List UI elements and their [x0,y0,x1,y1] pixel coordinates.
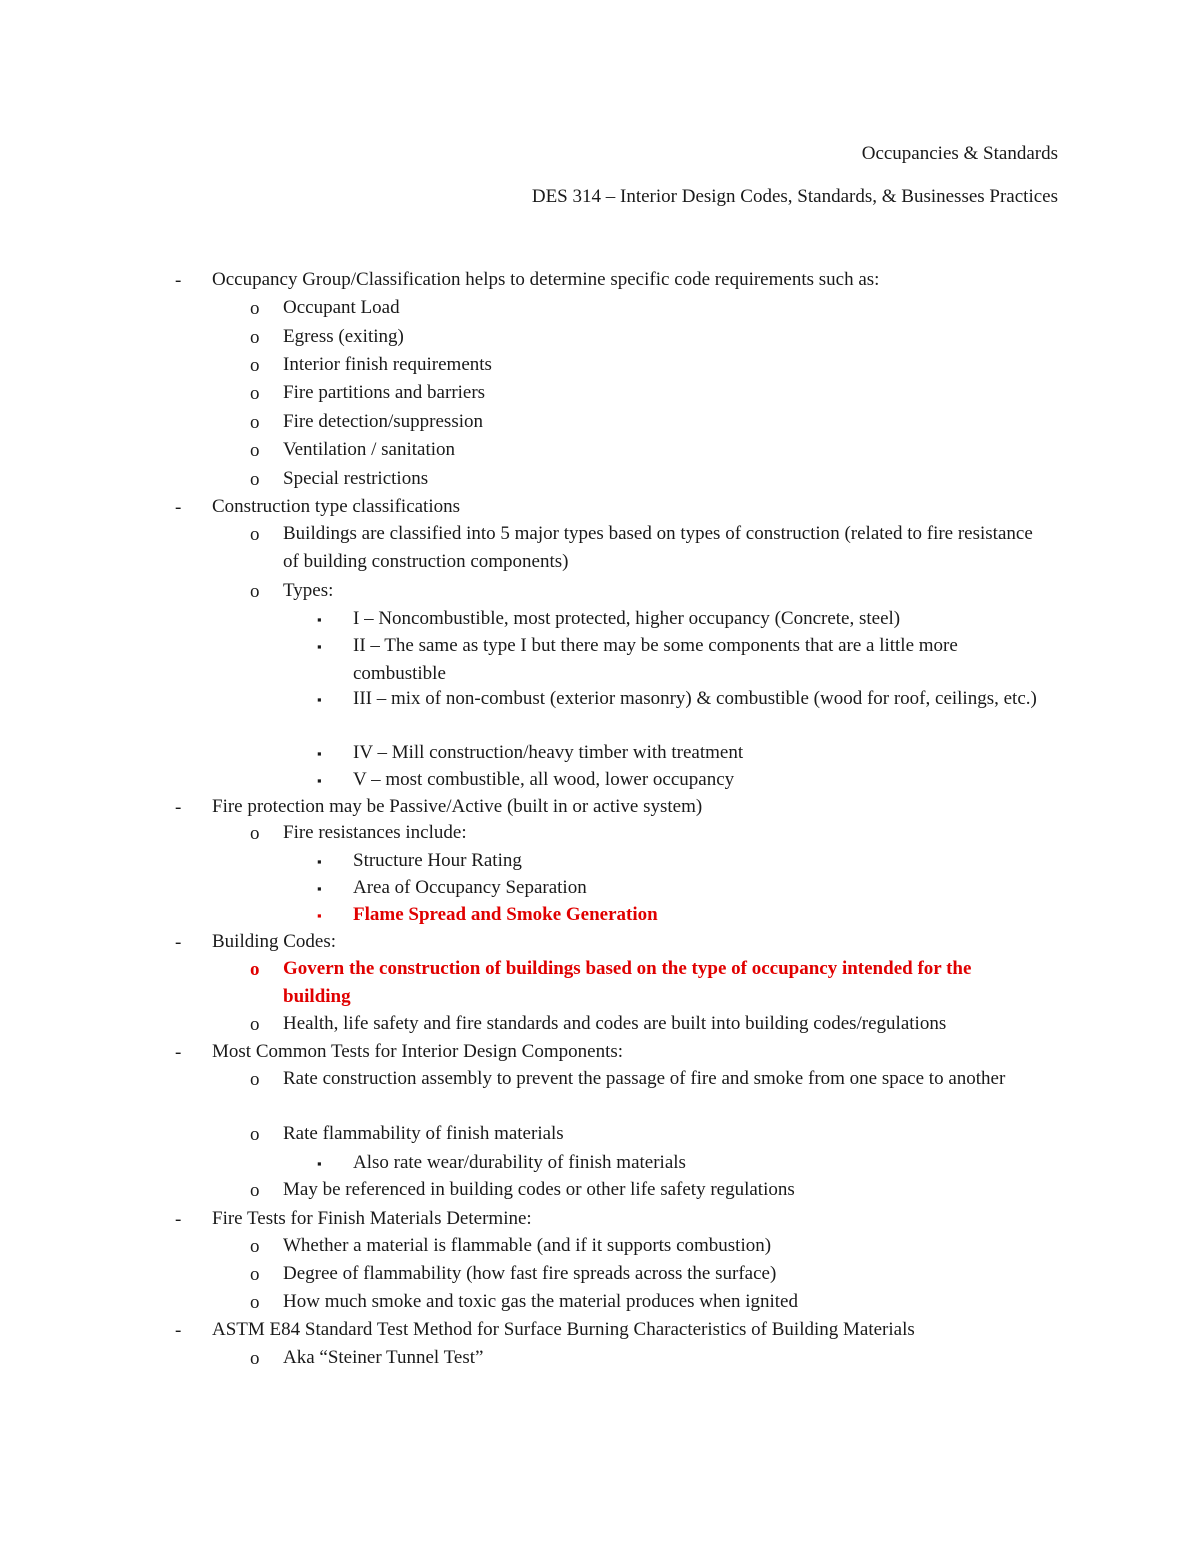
square-bullet-marker: ▪ [317,1156,322,1171]
bullet-text: Occupant Load [283,297,400,318]
bullet-text: Buildings are classified into 5 major types based on types of construction (related to fire resistance of building construction components) [283,523,1033,572]
circle-bullet-marker: o [250,327,260,348]
bullet-text: Structure Hour Rating [353,850,522,871]
bullet-text: Ventilation / sanitation [283,439,456,460]
dash-bullet-marker: - [175,1209,182,1230]
square-bullet-marker: ▪ [317,639,322,654]
square-bullet-marker: ▪ [317,612,322,627]
circle-bullet-marker: o [250,440,260,461]
circle-bullet-marker: o [250,1348,260,1369]
bullet-text: Construction type classifications [212,496,461,517]
bullet-text: Most Common Tests for Interior Design Components: [212,1041,624,1062]
square-bullet-marker: ▪ [317,746,322,761]
bullet-text: Egress (exiting) [283,326,404,347]
bullet-text: Building Codes: [212,931,337,952]
circle-bullet-marker: o [250,1180,260,1201]
bullet-text: Fire resistances include: [283,822,467,843]
circle-bullet-marker: o [250,1264,260,1285]
square-bullet-marker: ▪ [317,773,322,788]
bullet-text: Flame Spread and Smoke Generation [353,904,658,925]
bullet-text: Types: [283,580,334,601]
circle-bullet-marker: o [250,823,260,844]
bullet-text: IV – Mill construction/heavy timber with treatment [353,742,744,763]
square-bullet-marker: ▪ [317,881,322,896]
circle-bullet-marker: o [250,581,260,602]
bullet-text: Health, life safety and fire standards and codes are built into building codes/regulations [283,1013,947,1034]
document-title: Occupancies & Standards [861,143,1058,164]
bullet-text: Special restrictions [283,468,429,489]
square-bullet-marker: ▪ [317,908,322,923]
bullet-text: Interior finish requirements [283,354,492,375]
bullet-text: Govern the construction of buildings based on the type of occupancy intended for the building [283,958,972,1007]
square-bullet-marker: ▪ [317,692,322,707]
bullet-text: Aka “Steiner Tunnel Test” [283,1347,484,1368]
bullet-text: Fire detection/suppression [283,411,483,432]
bullet-text: I – Noncombustible, most protected, higher occupancy (Concrete, steel) [353,608,901,629]
bullet-text: Degree of flammability (how fast fire spreads across the surface) [283,1263,777,1284]
bullet-text: Whether a material is flammable (and if it supports combustion) [283,1235,772,1256]
dash-bullet-marker: - [175,1042,182,1063]
circle-bullet-marker: o [250,959,260,980]
circle-bullet-marker: o [250,1124,260,1145]
bullet-text: III – mix of non-combust (exterior masonry) & combustible (wood for roof, ceilings, etc.) [353,688,1037,709]
bullet-text: ASTM E84 Standard Test Method for Surface Burning Characteristics of Building Materials [212,1319,915,1340]
dash-bullet-marker: - [175,1320,182,1341]
circle-bullet-marker: o [250,298,260,319]
circle-bullet-marker: o [250,412,260,433]
bullet-text: V – most combustible, all wood, lower occupancy [353,769,735,790]
bullet-text: II – The same as type I but there may be some components that are a little more combustible [353,635,958,684]
bullet-text: Fire partitions and barriers [283,382,486,403]
dash-bullet-marker: - [175,797,182,818]
circle-bullet-marker: o [250,355,260,376]
course-title: DES 314 – Interior Design Codes, Standards, & Businesses Practices [531,186,1058,207]
bullet-text: Rate flammability of finish materials [283,1123,564,1144]
circle-bullet-marker: o [250,1014,260,1035]
bullet-text: Fire Tests for Finish Materials Determine: [212,1208,532,1229]
bullet-text: May be referenced in building codes or other life safety regulations [283,1179,795,1200]
circle-bullet-marker: o [250,1069,260,1090]
circle-bullet-marker: o [250,469,260,490]
bullet-text: Rate construction assembly to prevent the passage of fire and smoke from one space to another [283,1068,1006,1089]
circle-bullet-marker: o [250,383,260,404]
bullet-text: Occupancy Group/Classification helps to determine specific code requirements such as: [212,269,880,290]
dash-bullet-marker: - [175,932,182,953]
bullet-text: Area of Occupancy Separation [353,877,587,898]
bullet-text: How much smoke and toxic gas the material produces when ignited [283,1291,798,1312]
bullet-text: Fire protection may be Passive/Active (built in or active system) [212,796,703,817]
square-bullet-marker: ▪ [317,854,322,869]
dash-bullet-marker: - [175,270,182,291]
circle-bullet-marker: o [250,1292,260,1313]
circle-bullet-marker: o [250,1236,260,1257]
bullet-text: Also rate wear/durability of finish materials [353,1152,686,1173]
dash-bullet-marker: - [175,497,182,518]
circle-bullet-marker: o [250,524,260,545]
